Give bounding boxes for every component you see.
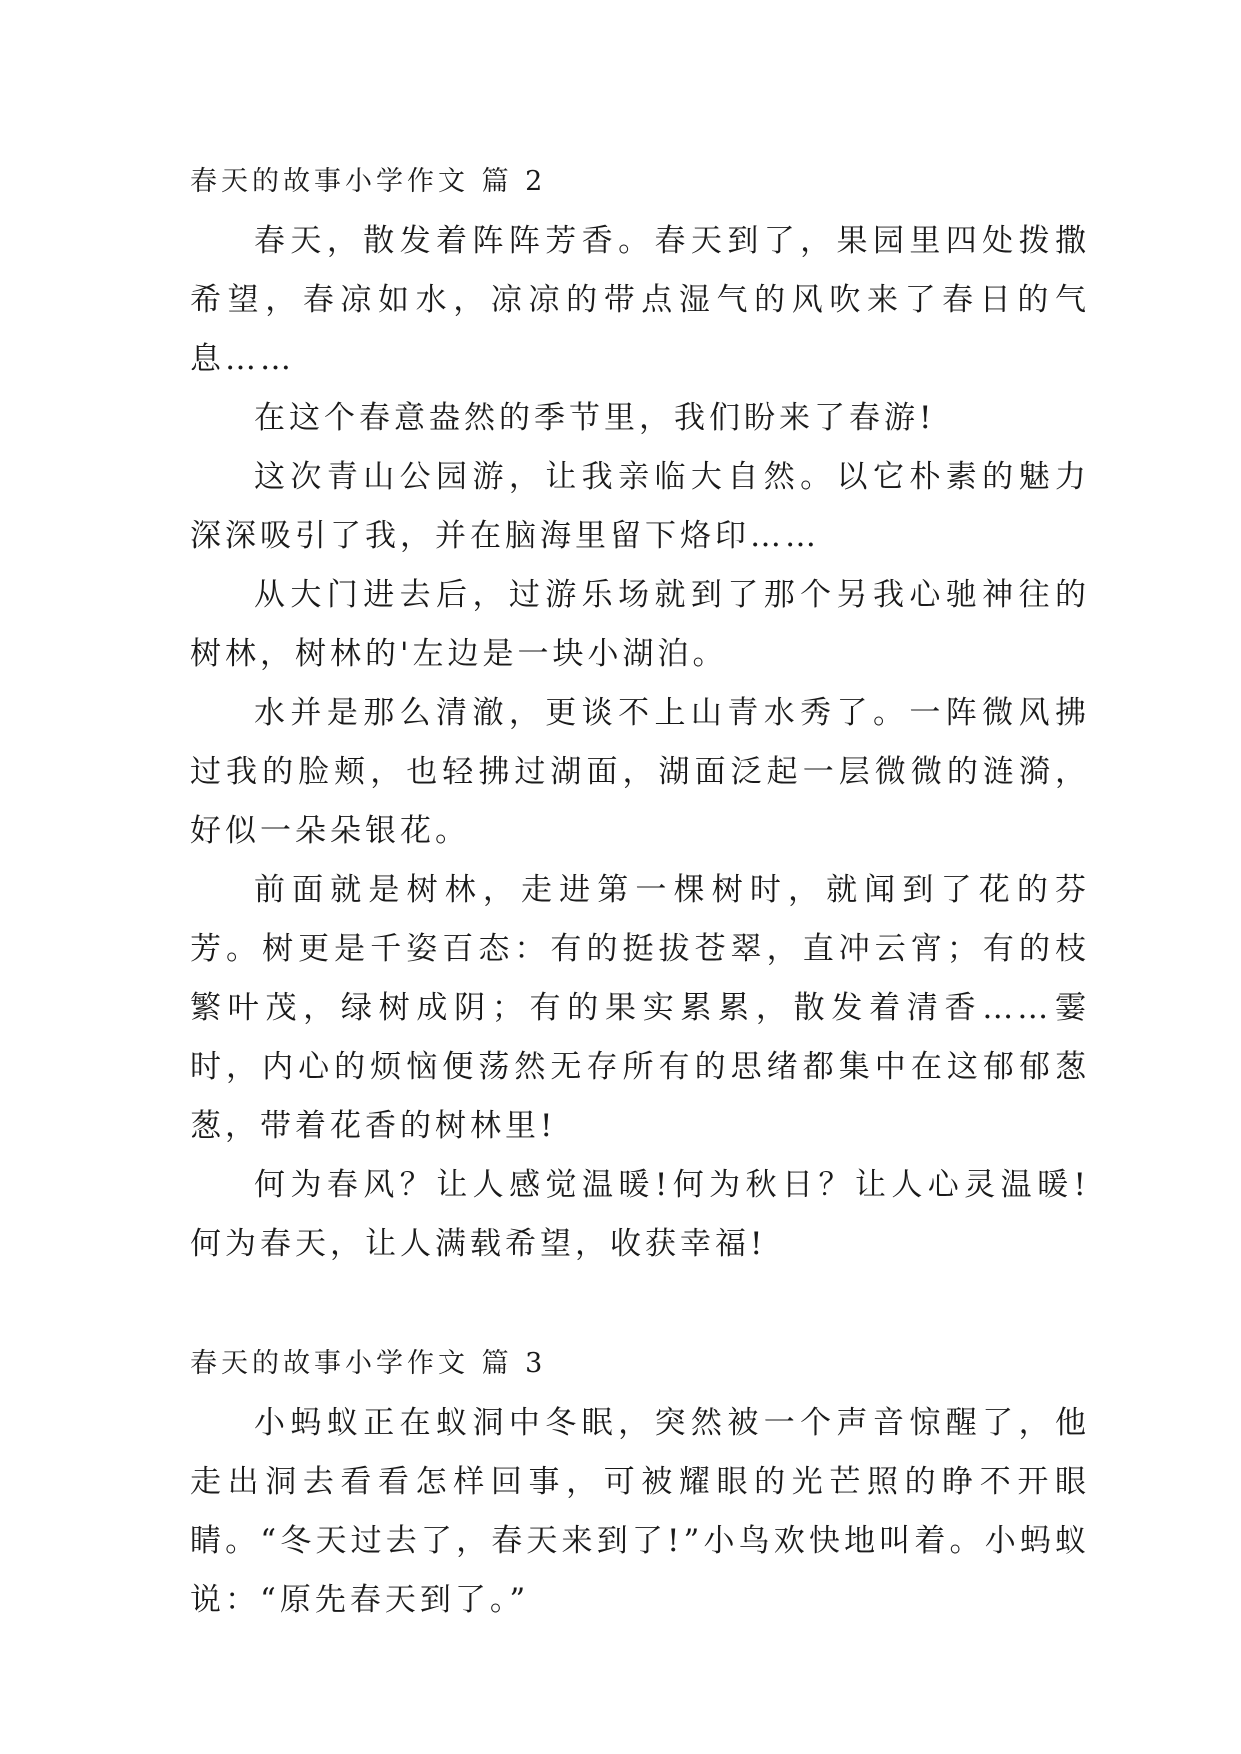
section-2-paragraph-7: 何为春风？让人感觉温暖!何为秋日？让人心灵温暖!何为春天，让人满载希望，收获幸福! bbox=[190, 1167, 1090, 1262]
section-2-paragraph-4: 从大门进去后，过游乐场就到了那个另我心驰神往的树林，树林的'左边是一块小湖泊。 bbox=[190, 577, 1090, 672]
section-2-paragraph-2: 在这个春意盎然的季节里，我们盼来了春游! bbox=[254, 400, 936, 436]
section-2-paragraph-3: 这次青山公园游，让我亲临大自然。以它朴素的魅力深深吸引了我，并在脑海里留下烙印…… bbox=[190, 459, 1090, 554]
text-column bbox=[190, 152, 1090, 1630]
section-2-paragraph-5: 水并是那么清澈，更谈不上山青水秀了。一阵微风拂过我的脸颊，也轻拂过湖面，湖面泛起一层微微的涟漪，好似一朵朵银花。 bbox=[190, 695, 1090, 849]
section-2-paragraph-6: 前面就是树林，走进第一棵树时，就闻到了花的芬芳。树更是千姿百态：有的挺拔苍翠，直冲云宵；有的枝繁叶茂，绿树成阴；有的果实累累，散发着清香……霎时，内心的烦恼便荡然无存所有的思绪都集中在这郁郁葱葱，带着花香的树林里! bbox=[190, 872, 1090, 1144]
section-3-heading: 春天的故事小学作文 篇 3 bbox=[190, 1348, 547, 1379]
section-2-paragraph-1: 春天，散发着阵阵芳香。春天到了，果园里四处拨撒希望，春凉如水，凉凉的带点湿气的风吹来了春日的气息…… bbox=[190, 223, 1090, 377]
section-spacer bbox=[190, 1274, 1090, 1334]
section-3-paragraph-1: 小蚂蚁正在蚁洞中冬眠，突然被一个声音惊醒了，他走出洞去看看怎样回事，可被耀眼的光芒照的睁不开眼睛。“冬天过去了，春天来到了!”小鸟欢快地叫着。小蚂蚁说：“原先春天到了。” bbox=[190, 1405, 1090, 1618]
section-2-heading: 春天的故事小学作文 篇 2 bbox=[190, 166, 547, 197]
